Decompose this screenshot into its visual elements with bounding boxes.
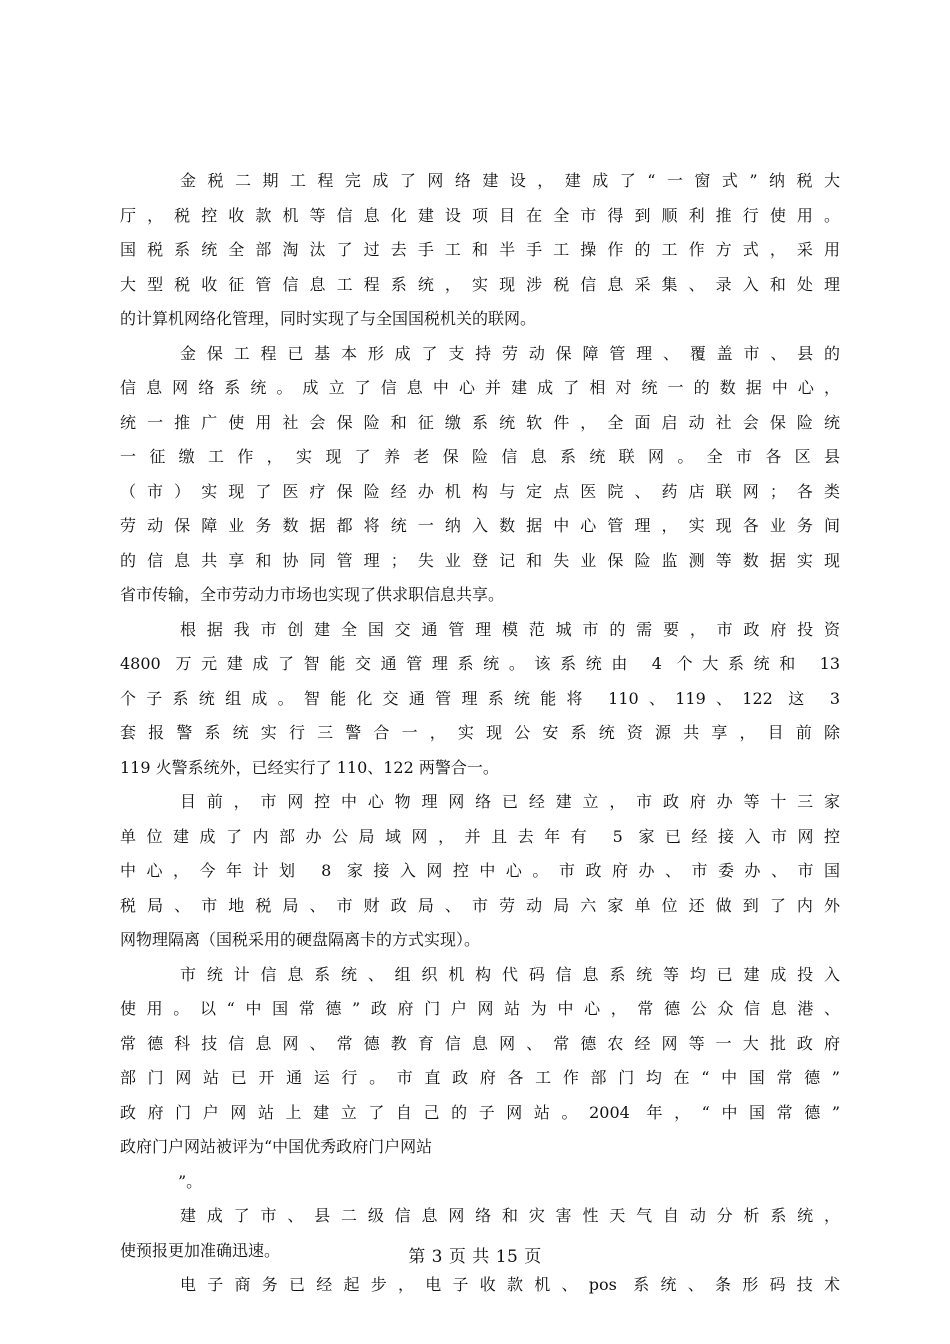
text-line: 部门网站已开通运行。市直政府各工作部门均在“中国常德” xyxy=(120,1068,840,1087)
paragraph-4 xyxy=(120,789,840,962)
text-line: 4800 万元建成了智能交通管理系统。该系统由 4 个大系统和 13 xyxy=(120,654,840,673)
text-line: 厅，税控收款机等信息化建设项目在全市得到顺利推行使用。 xyxy=(120,205,840,225)
text-line: 政府门户网站被评为“中国优秀政府门户网站 xyxy=(120,1137,433,1156)
text-line: 常德科技信息网、常德教育信息网、常德农经网等一大批政府 xyxy=(120,1033,840,1053)
paragraph-3 xyxy=(120,617,840,790)
text-line: 使预报更加准确迅速。 xyxy=(120,1240,281,1260)
text-line: 金保工程已基本形成了支持劳动保障管理、覆盖市、县的 xyxy=(180,343,840,363)
text-line: 使用。以“中国常德”政府门户网站为中心，常德公众信息港、 xyxy=(120,999,840,1018)
text-line: 金税二期工程完成了网络建设，建成了“一窗式”纳税大 xyxy=(180,171,840,190)
text-line: （市）实现了医疗保险经办机构与定点医院、药店联网；各类 xyxy=(120,481,840,501)
text-line: 网物理隔离（国税采用的硬盘隔离卡的方式实现）。 xyxy=(120,930,481,949)
text-line: 的信息共享和协同管理；失业登记和失业保险监测等数据实现 xyxy=(120,550,840,570)
text-line: 单位建成了内部办公局域网，并且去年有 5 家已经接入市网控 xyxy=(120,826,840,846)
paragraph-7 xyxy=(120,1272,840,1307)
text-line: 国税系统全部淘汰了过去手工和半手工操作的工作方式，采用 xyxy=(120,240,840,259)
text-line: 劳动保障业务数据都将统一纳入数据中心管理，实现各业务间 xyxy=(120,516,840,535)
text-line: 统一推广使用社会保险和征缴系统软件，全面启动社会保险统 xyxy=(120,412,840,432)
text-line: 个子系统组成。智能化交通管理系统能将 110、119、122 这 3 xyxy=(120,688,840,708)
paragraph-5 xyxy=(120,962,840,1204)
text-line: 税局、市地税局、市财政局、市劳动局六家单位还做到了内外 xyxy=(120,895,840,915)
text-line: 一征缴工作，实现了养老保险信息系统联网。全市各区县 xyxy=(120,447,840,466)
text-line: 信息网络系统。成立了信息中心并建成了相对统一的数据中心， xyxy=(120,378,840,397)
document-body xyxy=(120,168,840,1307)
page-number-footer: 第 3 页 共 15 页 xyxy=(408,1247,542,1267)
text-line: 119 火警系统外，已经实行了 110、122 两警合一。 xyxy=(120,757,499,777)
text-line: 大型税收征管信息工程系统，实现涉税信息采集、录入和处理 xyxy=(120,274,840,294)
paragraph-2 xyxy=(120,341,840,617)
text-line: 政府门户网站上建立了自己的子网站。2004 年，“中国常德” xyxy=(120,1102,840,1122)
text-line: 省市传输，全市劳动力市场也实现了供求职信息共享。 xyxy=(120,585,505,604)
text-line: 市统计信息系统、组织机构代码信息系统等均已建成投入 xyxy=(180,964,840,984)
paragraph-1 xyxy=(120,168,840,341)
text-line: 套报警系统实行三警合一，实现公安系统资源共享，目前除 xyxy=(120,723,840,742)
text-line: 目前，市网控中心物理网络已经建立，市政府办等十三家 xyxy=(180,792,840,811)
text-line: 根据我市创建全国交通管理模范城市的需要，市政府投资 xyxy=(180,619,840,639)
text-line: 电子商务已经起步，电子收款机、pos 系统、条形码技术 xyxy=(180,1275,840,1294)
text-line: 的计算机网络化管理，同时实现了与全国国税机关的联网。 xyxy=(120,309,537,328)
text-line: 建成了市、县二级信息网络和灾害性天气自动分析系统， xyxy=(180,1206,840,1225)
text-line-tail: ”。 xyxy=(178,1171,203,1191)
text-line: 中心，今年计划 8 家接入网控中心。市政府办、市委办、市国 xyxy=(120,861,840,880)
